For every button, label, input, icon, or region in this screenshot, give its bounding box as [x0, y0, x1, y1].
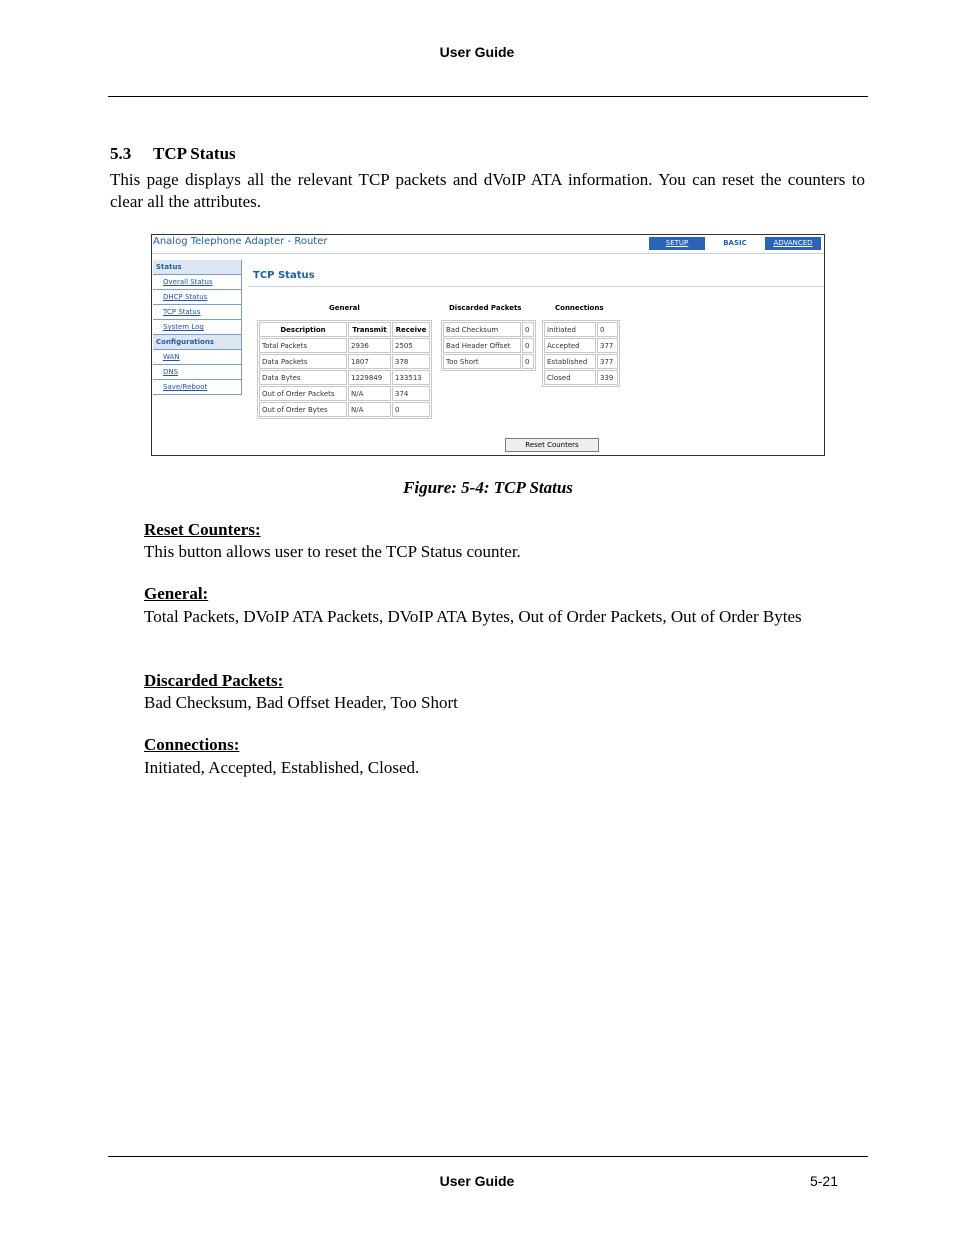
table-row — [259, 402, 430, 417]
connections-table — [542, 320, 620, 387]
desc-reset-counters: This button allows user to reset the TCP Status counter. — [144, 542, 521, 561]
cell: 0 — [392, 402, 430, 417]
tcp-status-screenshot — [151, 234, 825, 456]
col-description: Description — [259, 322, 347, 337]
general-heading: General — [329, 304, 360, 312]
table-row — [544, 370, 618, 385]
nav-item-overall-status[interactable]: Overall Status — [153, 275, 241, 290]
cell: 2505 — [392, 338, 430, 353]
nav-item-tcp-status[interactable]: TCP Status — [153, 305, 241, 320]
cell: Data Bytes — [259, 370, 347, 385]
nav-group-configurations: Configurations — [153, 335, 241, 350]
cell: Bad Header Offset — [443, 338, 521, 353]
table-row — [259, 370, 430, 385]
desc-discarded-packets: Bad Checksum, Bad Offset Header, Too Short — [144, 693, 458, 712]
cell: 377 — [597, 354, 618, 369]
table-header-row — [259, 322, 430, 337]
desc-general: Total Packets, DVoIP ATA Packets, DVoIP ATA Bytes, Out of Order Packets, Out of Order Bytes — [144, 607, 802, 626]
table-row — [259, 354, 430, 369]
desc-connections: Initiated, Accepted, Established, Closed. — [144, 758, 420, 777]
nav-group-status: Status — [153, 260, 241, 275]
cell: N/A — [348, 386, 391, 401]
cell: 339 — [597, 370, 618, 385]
table-row — [544, 322, 618, 337]
reset-counters-button[interactable]: Reset Counters — [505, 438, 599, 452]
table-row — [544, 338, 618, 353]
table-row — [443, 354, 534, 369]
term-general: General: — [144, 584, 209, 603]
figure-caption: Figure: 5-4: TCP Status — [403, 478, 573, 497]
cell: 0 — [522, 338, 534, 353]
discarded-heading: Discarded Packets — [449, 304, 522, 312]
nav-item-save-reboot[interactable]: Save/Reboot — [153, 380, 241, 395]
tab-advanced[interactable]: ADVANCED — [765, 237, 821, 250]
cell: Data Packets — [259, 354, 347, 369]
cell: 0 — [597, 322, 618, 337]
term-connections: Connections: — [144, 735, 240, 754]
cell: Accepted — [544, 338, 596, 353]
cell: N/A — [348, 402, 391, 417]
sidebar-nav — [153, 260, 242, 395]
cell: Out of Order Packets — [259, 386, 347, 401]
general-table — [257, 320, 432, 419]
term-reset-counters: Reset Counters: — [144, 520, 261, 539]
connections-heading: Connections — [555, 304, 604, 312]
cell: 2936 — [348, 338, 391, 353]
col-transmit: Transmit — [348, 322, 391, 337]
section-title-text: TCP Status — [153, 144, 236, 163]
app-title-bar — [152, 235, 824, 254]
footer-rule — [108, 1156, 868, 1157]
cell: 1807 — [348, 354, 391, 369]
page-header: User Guide — [439, 44, 515, 60]
page-footer: User Guide — [439, 1173, 515, 1189]
page-title: TCP Status — [253, 270, 315, 281]
section-intro: This page displays all the relevant TCP packets and dVoIP ATA information. You can reset the counters to clear all the attributes. — [110, 170, 865, 211]
page-number: 5-21 — [809, 1173, 838, 1189]
nav-item-dhcp-status[interactable]: DHCP Status — [153, 290, 241, 305]
term-discarded-packets: Discarded Packets: — [144, 671, 284, 690]
table-row — [259, 386, 430, 401]
section-number: 5.3 — [110, 144, 132, 163]
discarded-table — [441, 320, 536, 371]
table-row — [443, 322, 534, 337]
cell: 0 — [522, 354, 534, 369]
mode-tabs — [647, 237, 821, 250]
app-title: Analog Telephone Adapter - Router — [153, 236, 328, 247]
cell: 378 — [392, 354, 430, 369]
cell: 1229849 — [348, 370, 391, 385]
table-row — [544, 354, 618, 369]
cell: Bad Checksum — [443, 322, 521, 337]
tab-setup[interactable]: SETUP — [649, 237, 705, 250]
cell: Closed — [544, 370, 596, 385]
cell: Established — [544, 354, 596, 369]
cell: Total Packets — [259, 338, 347, 353]
cell: 0 — [522, 322, 534, 337]
table-row — [259, 338, 430, 353]
cell: 374 — [392, 386, 430, 401]
cell: Too Short — [443, 354, 521, 369]
nav-item-wan[interactable]: WAN — [153, 350, 241, 365]
cell: Initiated — [544, 322, 596, 337]
header-rule — [108, 96, 868, 97]
nav-item-dns[interactable]: DNS — [153, 365, 241, 380]
tab-basic[interactable]: BASIC — [707, 237, 763, 250]
cell: 377 — [597, 338, 618, 353]
col-receive: Receive — [392, 322, 430, 337]
cell: 133513 — [392, 370, 430, 385]
table-row — [443, 338, 534, 353]
nav-item-system-log[interactable]: System Log — [153, 320, 241, 335]
cell: Out of Order Bytes — [259, 402, 347, 417]
section-title — [110, 144, 236, 164]
title-divider — [248, 286, 824, 287]
